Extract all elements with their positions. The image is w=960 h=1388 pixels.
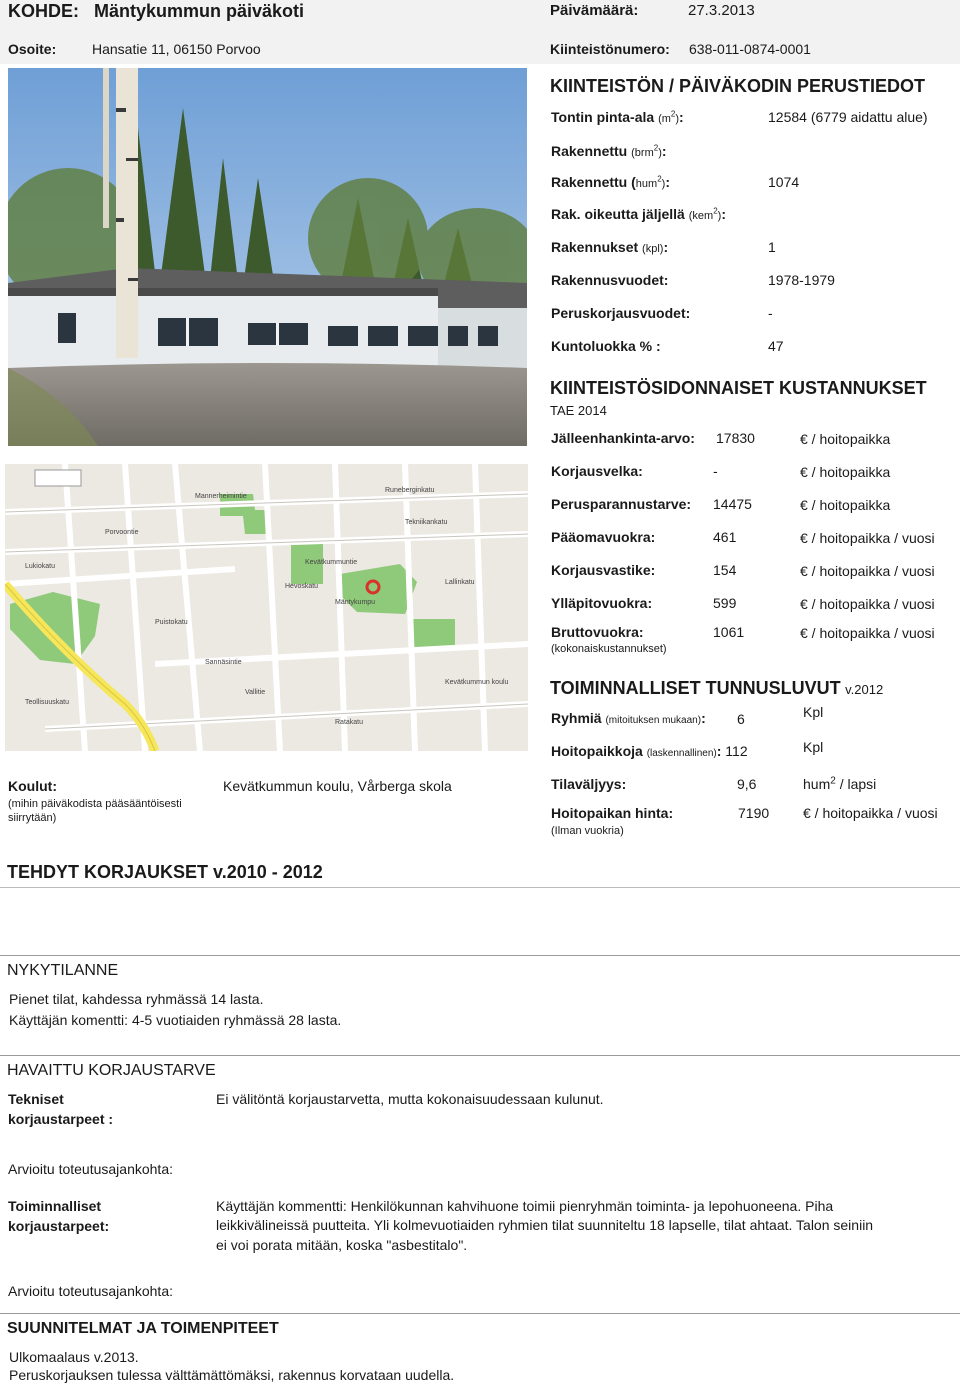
tila-value: 9,6 xyxy=(737,776,757,792)
tila-unit-a: hum xyxy=(803,776,831,792)
toiminnalliset-label-1: Toiminnalliset xyxy=(8,1198,102,1214)
kiinteistonumero-value: 638-011-0874-0001 xyxy=(689,41,811,57)
hinta-value: 7190 xyxy=(738,805,770,821)
cost-label: Pääomavuokra: xyxy=(551,529,656,545)
cost-value: - xyxy=(713,463,718,479)
osoite-value: Hansatie 11, 06150 Porvoo xyxy=(92,41,261,57)
tunnusluvut-title: TOIMINNALLISET TUNNUSLUVUT xyxy=(550,678,841,698)
cost-unit: € / hoitopaikka xyxy=(800,497,891,513)
hoitopaikkoja-label: Hoitopaikkoja xyxy=(551,743,643,759)
cost-value: 154 xyxy=(713,562,737,578)
rak-hum-unit: hum xyxy=(635,178,658,190)
kohde-value: Mäntykummun päiväkoti xyxy=(94,1,305,21)
koulut-value: Kevätkummun koulu, Vårberga skola xyxy=(223,778,452,794)
tontin-value: 12584 (6779 aidattu alue) xyxy=(768,109,928,125)
map-label: Puistokatu xyxy=(155,619,188,626)
kuntoluokka-label: Kuntoluokka % : xyxy=(551,338,661,354)
tila-unit-row: hum$^2$ / lapsi xyxy=(803,775,877,792)
toiminnalliset-label-2: korjaustarpeet: xyxy=(8,1218,110,1234)
hoitopaikkoja-note: (laskennallinen) xyxy=(646,748,717,759)
rak-hum-row: Rakennettu (hum$^2$): xyxy=(551,174,670,190)
nykytilanne-line2: Käyttäjän komentti: 4-5 vuotiaiden ryhmässä 28 lasta. xyxy=(9,1012,342,1028)
oikeutta-unit: (kem xyxy=(688,210,714,222)
tunnusluvut-title-row xyxy=(550,678,883,699)
map-label: Kevätkummuntie xyxy=(305,559,358,566)
tila-unit-b: / lapsi xyxy=(839,776,877,792)
ryhmia-note: (mitoituksen mukaan) xyxy=(605,715,702,726)
perustiedot-title: KIINTEISTÖN / PÄIVÄKODIN PERUSTIEDOT xyxy=(550,76,926,96)
rak-brm-unit: (brm xyxy=(631,147,654,159)
toiminnalliset-line1: Käyttäjän kommentti: Henkilökunnan kahvihuone toimii pienryhmän toiminta- ja lepohuoneena. Piha xyxy=(216,1198,834,1214)
map-label: Porvoontie xyxy=(105,529,139,536)
tekniset-label-1: Tekniset xyxy=(8,1091,64,1107)
cost-value: 461 xyxy=(713,529,737,545)
cost-value: 1061 xyxy=(713,624,745,640)
kustannukset-subtitle: TAE 2014 xyxy=(550,403,607,418)
nykytilanne-title: NYKYTILANNE xyxy=(7,962,119,979)
hinta-note: (Ilman vuokria) xyxy=(551,825,624,837)
ryhmia-value: 6 xyxy=(737,711,745,727)
toiminnalliset-line3: ei voi porata mitään, koska "asbestitalo". xyxy=(216,1237,468,1253)
kohde-label: KOHDE: xyxy=(8,1,79,21)
brutto-note: (kokonaiskustannukset) xyxy=(551,643,667,655)
map-label: Vallitie xyxy=(245,689,266,696)
cost-unit: € / hoitopaikka / vuosi xyxy=(800,596,935,612)
divider xyxy=(0,887,960,888)
cost-label: Ylläpitovuokra: xyxy=(551,595,653,611)
rakennusvuodet-value: 1978-1979 xyxy=(768,272,835,288)
kustannukset-title: KIINTEISTÖSIDONNAISET KUSTANNUKSET xyxy=(550,378,927,398)
suunnitelmat-title: SUUNNITELMAT JA TOIMENPITEET xyxy=(7,1320,279,1337)
tunnusluvut-year: v.2012 xyxy=(845,682,884,697)
cost-label: Perusparannustarve: xyxy=(551,496,692,512)
oikeutta-label: Rak. oikeutta jäljellä xyxy=(551,206,685,222)
korjaukset-title: TEHDYT KORJAUKSET v.2010 - 2012 xyxy=(7,862,323,882)
kuntoluokka-value: 47 xyxy=(768,338,784,354)
divider xyxy=(0,955,960,956)
arvioitu-1: Arvioitu toteutusajankohta: xyxy=(8,1161,173,1177)
hinta-label: Hoitopaikan hinta: xyxy=(551,805,674,821)
ryhmia-label: Ryhmiä xyxy=(551,710,602,726)
cost-unit: € / hoitopaikka / vuosi xyxy=(800,563,935,579)
peruskorjaus-label: Peruskorjausvuodet: xyxy=(551,305,691,321)
tekniset-label-2: korjaustarpeet : xyxy=(8,1111,114,1127)
rakennusvuodet-label: Rakennusvuodet: xyxy=(551,272,669,288)
rak-hum-label: Rakennettu ( xyxy=(551,174,636,190)
divider xyxy=(0,1055,960,1056)
hoitopaikkoja-value: 112 xyxy=(725,743,748,759)
divider xyxy=(0,1313,960,1314)
cost-value: 14475 xyxy=(713,496,752,512)
building-photo xyxy=(8,68,527,446)
tontin-label: Tontin pinta-ala xyxy=(551,109,655,125)
paivamaara-value: 27.3.2013 xyxy=(688,2,755,19)
cost-unit: € / hoitopaikka / vuosi xyxy=(800,530,935,546)
osoite-label: Osoite: xyxy=(8,41,57,57)
nykytilanne-line1: Pienet tilat, kahdessa ryhmässä 14 lasta. xyxy=(9,991,264,1007)
rak-brm-row: Rakennettu (brm$^2$): xyxy=(551,143,667,159)
map-label: Ratakatu xyxy=(335,719,364,726)
tontin-unit: (m xyxy=(658,113,671,125)
rakennukset-unit: (kpl) xyxy=(642,243,664,255)
cost-label: Jälleenhankinta-arvo: xyxy=(551,430,695,446)
oikeutta-row: Rak. oikeutta jäljellä (kem$^2$): xyxy=(551,206,726,222)
location-map xyxy=(5,464,528,751)
map-label: Mannerheimintie xyxy=(195,493,247,500)
map-label: Mäntykumpu xyxy=(335,599,376,606)
koulut-note: (mihin päiväkodista pääsääntöisesti siirrytään) xyxy=(8,798,182,824)
suunnitelmat-line2: Peruskorjauksen tulessa välttämättömäksi, rakennus korvataan uudella. xyxy=(9,1367,455,1383)
map-label: Sannäsintie xyxy=(205,659,242,666)
rak-brm-label: Rakennettu xyxy=(551,143,628,159)
cost-unit: € / hoitopaikka xyxy=(800,431,891,447)
hinta-unit: € / hoitopaikka / vuosi xyxy=(803,805,938,821)
hoitopaikkoja-row: Hoitopaikkoja (laskennallinen): 112 xyxy=(551,743,748,759)
paivamaara-label: Päivämäärä: xyxy=(550,2,639,19)
cost-unit: € / hoitopaikka xyxy=(800,464,891,480)
peruskorjaus-value: - xyxy=(768,305,773,321)
rak-hum-value: 1074 xyxy=(768,174,800,190)
tila-label: Tilaväljyys: xyxy=(551,776,627,792)
map-label: Lukiokatu xyxy=(25,563,55,570)
cost-unit: € / hoitopaikka / vuosi xyxy=(800,625,935,641)
toiminnalliset-line2: leikkivälineissä puutteita. Yli kolmevuotiaiden ryhmien tilat suunniteltu 18 lapselle, tilat ahtaat. Talon seiniin xyxy=(216,1217,874,1233)
cost-value: 17830 xyxy=(716,430,755,446)
map-label: Teollisuuskatu xyxy=(25,699,69,706)
tekniset-value: Ei välitöntä korjaustarvetta, mutta kokonaisuudessaan kulunut. xyxy=(216,1091,604,1107)
cost-label: Korjausvelka: xyxy=(551,463,643,479)
arvioitu-2: Arvioitu toteutusajankohta: xyxy=(8,1283,173,1299)
rakennukset-label: Rakennukset xyxy=(551,239,639,255)
map-label: Runeberginkatu xyxy=(385,487,435,494)
hoitopaikkoja-unit: Kpl xyxy=(803,739,824,755)
tontin-row: Tontin pinta-ala $(m^2)$: xyxy=(551,109,684,125)
suunnitelmat-line1: Ulkomaalaus v.2013. xyxy=(9,1349,139,1365)
rakennukset-row: Rakennukset (kpl): xyxy=(551,239,669,255)
cost-label: Bruttovuokra: xyxy=(551,624,644,640)
map-label: Kevätkummun koulu xyxy=(445,679,509,686)
korjaustarve-title: HAVAITTU KORJAUSTARVE xyxy=(7,1062,216,1079)
ryhmia-unit: Kpl xyxy=(803,704,824,720)
rakennukset-value: 1 xyxy=(768,239,776,255)
map-label: Hevoskatu xyxy=(285,583,319,590)
map-label: Tekniikankatu xyxy=(405,519,448,526)
koulut-label: Koulut: xyxy=(8,778,57,794)
ryhmia-row: Ryhmiä (mitoituksen mukaan): xyxy=(551,710,706,726)
cost-value: 599 xyxy=(713,595,737,611)
map-label: Lallinkatu xyxy=(445,579,475,586)
kiinteistonumero-label: Kiinteistönumero: xyxy=(550,41,670,57)
cost-label: Korjausvastike: xyxy=(551,562,656,578)
